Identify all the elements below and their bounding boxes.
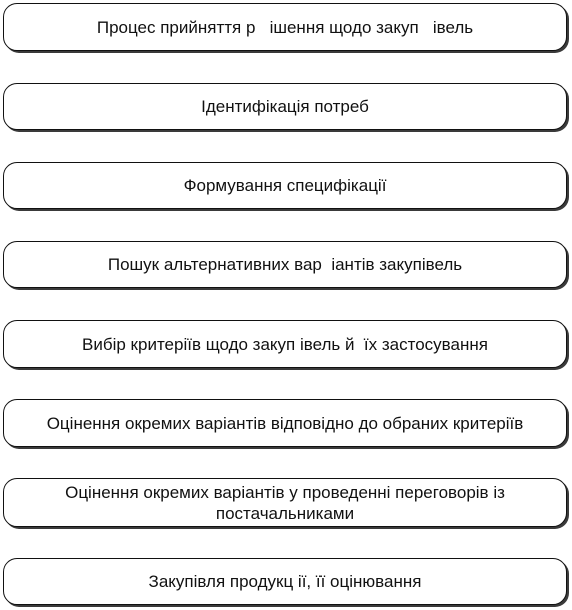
step-label: Формування специфікації	[183, 176, 387, 195]
step-label: Вибір критеріїв щодо закуп івель й їх застосування	[82, 334, 488, 354]
step-label: Оцінення окремих варіантів у проведенні переговорів із постачальниками	[65, 482, 510, 523]
step-label: Закупівля продукц ії, її оцінювання	[148, 572, 422, 591]
step-box-supplier-negotiation	[3, 478, 567, 527]
step-box-criteria-selection	[3, 320, 567, 368]
step-box-alternatives-search	[3, 241, 567, 288]
step-label: Оцінення окремих варіантів відповідно до обраних критеріїв	[46, 413, 524, 433]
step-label: Ідентифікація потреб	[201, 97, 369, 116]
step-box-variant-evaluation	[3, 399, 567, 447]
step-box-specification	[3, 162, 567, 209]
step-box-need-identification	[3, 83, 567, 130]
step-label: Пошук альтернативних вар іантів закупівель	[107, 255, 463, 274]
step-box-purchase-evaluation	[3, 558, 567, 605]
step-box-process-title	[3, 3, 567, 51]
step-label: Процес прийняття р ішення щодо закуп івель	[96, 17, 474, 37]
